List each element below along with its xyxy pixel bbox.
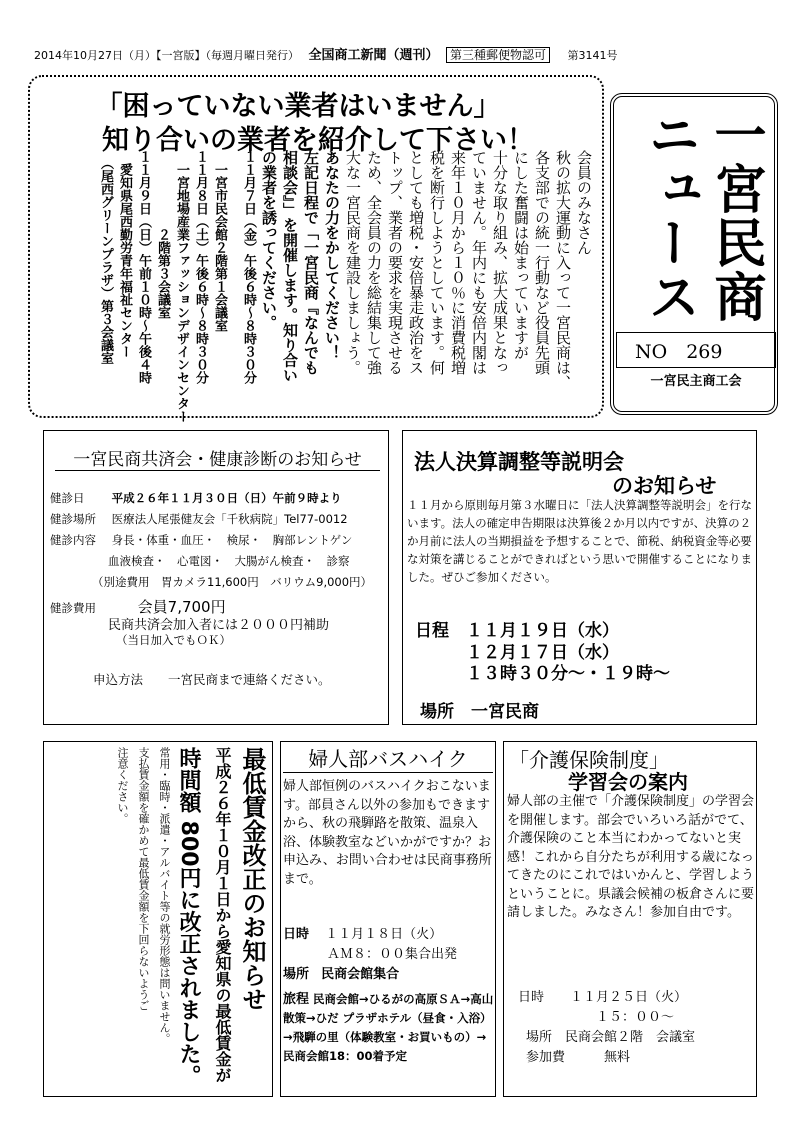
bus-hike-time: ＡＭ８：００集合出発	[327, 947, 458, 962]
top-article-line: 秋の拡大運動に入って一宮民商は、	[554, 150, 572, 390]
min-wage-content	[48, 747, 270, 1093]
kaigo-fee: 参加費 無料	[526, 1050, 631, 1065]
houjin-place: 場所 一宮民商	[420, 702, 539, 722]
checkup-fee-label: 健診費用	[50, 601, 96, 615]
bus-hike-route-value: 民商会館→ひるがの高原ＳＡ→高山散策→ひだ プラザホテル（昼食・入浴）→飛騨の里（体験教室・お買いもの）→民商会館18：00着予定	[283, 992, 494, 1063]
top-article-line: ていません。年内にも安倍内閣は	[470, 150, 488, 375]
schedule-line: １１月９日（日）午前１０時～午後４時	[136, 150, 151, 384]
min-wage-label: 時間額	[176, 747, 201, 813]
kaigo-title-1: 「介護保険制度」	[509, 748, 669, 772]
top-article-line: 各支部での統一行動など役員先頭	[533, 150, 551, 375]
top-article-title-1: 「困っていない業者はいません」	[95, 91, 501, 122]
schedule-line: １１月７日（金）午後６時～８時３０分	[241, 150, 256, 384]
kaigo-info	[518, 988, 756, 1068]
checkup-content-line1: 身長・体重・血圧・ 検尿・ 胸部レントゲン	[111, 533, 353, 547]
masthead-title-col1: 一宮民商	[705, 108, 765, 324]
top-article-line: 来年１０月から１０％に消費税増	[449, 150, 467, 375]
schedule-line: 一宮市民会館２階第１会議室	[212, 150, 227, 332]
schedule-line: ２階第３会議室	[155, 150, 170, 319]
bus-hike-place-value: 民商会館集合	[321, 967, 400, 982]
paper-name: 全国商工新聞（週刊）	[308, 48, 439, 63]
kyosaikai-title: 一宮民商共済会・健康診断のお知らせ	[73, 450, 362, 470]
checkup-date-row	[50, 490, 342, 506]
top-article-line: 税を断行しようとしています。何	[428, 150, 446, 375]
bus-hike-place-label: 場所	[283, 967, 310, 982]
checkup-extra: （別途費用 胃カメラ11,600円 バリウム9,000円）	[92, 575, 373, 589]
top-article-bold-line: の業者を誘ってください。	[260, 150, 278, 330]
bus-hike-date-row	[283, 925, 495, 945]
top-article-title-2: 知り合いの業者を紹介して下さい！	[102, 125, 534, 156]
houjin-date-1: 日程 １１月１９日（水）	[415, 621, 619, 641]
masthead-title-col2: ニュース	[639, 108, 699, 324]
bus-hike-title-rule	[283, 772, 493, 773]
checkup-place-row	[50, 511, 348, 527]
top-article-bold-line: あなたの力をかしてください！	[323, 150, 341, 360]
houjin-title-2: のお知らせ	[612, 474, 717, 498]
newspaper-header	[34, 44, 764, 63]
min-wage-note3: 注意ください。	[116, 747, 129, 824]
min-wage-note1: 常用・臨時・派遣・アルバイト等の就労形態は問いません。	[158, 747, 171, 1044]
checkup-subsidy: 民商共済会加入者には２０００円補助	[108, 618, 330, 633]
top-article-line: にした奮闘は始まっていますが	[512, 150, 530, 360]
bus-hike-route	[283, 990, 495, 1066]
checkup-date-value: 平成２６年１１月３０日（日）午前９時より	[111, 491, 342, 505]
postal-permit: 第三種郵便物認可	[446, 47, 550, 63]
min-wage-title: 最低賃金改正のお知らせ	[238, 747, 266, 1011]
houjin-title-1: 法人決算調整等説明会	[414, 450, 624, 474]
top-article-line: 大な一宮民商を建設しましょう。	[344, 150, 362, 375]
checkup-fee-value: 会員7,700円	[137, 598, 226, 616]
bus-hike-date-value: １１月１８日（火）	[325, 927, 443, 942]
bus-hike-route-label: 旅程	[283, 992, 310, 1007]
top-article-line: 会員のみなさん	[575, 150, 593, 255]
min-wage-note2: 支払賃金額を確かめて最低賃金額を下回らないようご	[137, 747, 150, 1011]
min-wage-line2	[172, 747, 204, 1093]
top-article-bold-line: 相談会』」を開催します。知り合い	[281, 150, 299, 383]
issue-number: 第3141号	[567, 49, 618, 62]
bus-hike-place-row	[283, 965, 495, 985]
issue-date: 2014年10月27日（月）【一宮版】（毎週月曜日発行）	[34, 49, 299, 62]
checkup-content-label: 健診内容	[50, 533, 96, 547]
bus-hike-title: 婦人部バスハイク	[308, 747, 468, 771]
checkup-date-label: 健診日	[50, 491, 85, 505]
top-article-bold-line: 左記日程で「一宮民商『なんでも	[302, 150, 320, 375]
houjin-date-2: １２月１７日（水）	[466, 643, 619, 663]
top-article-body	[52, 150, 594, 423]
houjin-time: １３時３０分～・１９時～	[466, 664, 670, 684]
checkup-place-value: 医療法人尾張健友会「千秋病院」Tel77-0012	[111, 512, 348, 526]
masthead-title	[622, 108, 768, 324]
kaigo-title-2: 学習会の案内	[568, 770, 688, 794]
kaigo-time: １５：００～	[518, 1010, 675, 1025]
kaigo-date: 日時 １１月２５日（火）	[518, 990, 688, 1005]
min-wage-value: 800円に改正されました。	[176, 820, 201, 1087]
top-article-line: としても増税・安倍暴走政治をス	[407, 150, 425, 375]
checkup-content-row	[50, 532, 352, 548]
masthead-org: 一宮民主商工会	[650, 374, 742, 389]
kaigo-place: 場所 民商会館２階 会議室	[526, 1030, 696, 1045]
bus-hike-body: 婦人部恒例のバスハイクおこないます。部員さん以外の参加もできますから、秋の飛騨路を散策、温泉入浴、体験教室などいかがですか？お申込み、お問い合わせは民商事務所まで。	[283, 779, 492, 887]
checkup-content-line2: 血液検査・ 心電図・ 大腸がん検査・ 診察	[108, 554, 350, 568]
schedule-line: 一宮地場産業ファッションデザインセンター	[174, 150, 189, 423]
schedule-line: 愛知県尾西勤労青年福祉センター	[117, 150, 132, 358]
schedule-line: （尾西グリーンプラザ）第３会議室	[98, 150, 113, 365]
kyosaikai-title-rule	[55, 470, 380, 471]
top-article-line: トップ、業者の要求を実現させる	[386, 150, 404, 375]
top-article-line: ため、全会員の力を総結集して強	[365, 150, 383, 375]
top-article-line: 十分な取り組み、拡大成果となっ	[491, 150, 509, 375]
checkup-subsidy-note: （当日加入でもＯＫ）	[116, 633, 231, 647]
kaigo-body: 婦人部の主催で「介護保険制度」の学習会を開催します。部会でいろいろ話がでて、介護保険のこと本当にわかってないと実感！これから自分たちが利用する歳になってきたのにこれではいかんと、学習しようということに。県議会候補の板倉さんに要請しました。みなさん！参加自由です。	[507, 794, 755, 920]
bus-hike-info	[283, 925, 495, 985]
schedule-line: １１月８日（土）午後６時～８時３０分	[193, 150, 208, 384]
checkup-apply: 申込方法 一宮民商まで連絡ください。	[93, 672, 331, 687]
houjin-body: １１月から原則毎月第３水曜日に「法人決算調整等説明会」を行ないます。法人の確定申告期限は決算後２か月以内ですが、決算の２か月前に法人の当期損益を予想することで、節税、納税資金等必要な対策を講じることができればという思いで開催することになりました。ぜひご参加ください。	[407, 498, 752, 584]
min-wage-line1: 平成２６年１０月１日から愛知県の最低賃金が	[213, 747, 232, 1083]
masthead-number: NO 269	[616, 332, 776, 368]
bus-hike-date-label: 日時	[283, 927, 310, 942]
checkup-place-label: 健診場所	[50, 512, 96, 526]
